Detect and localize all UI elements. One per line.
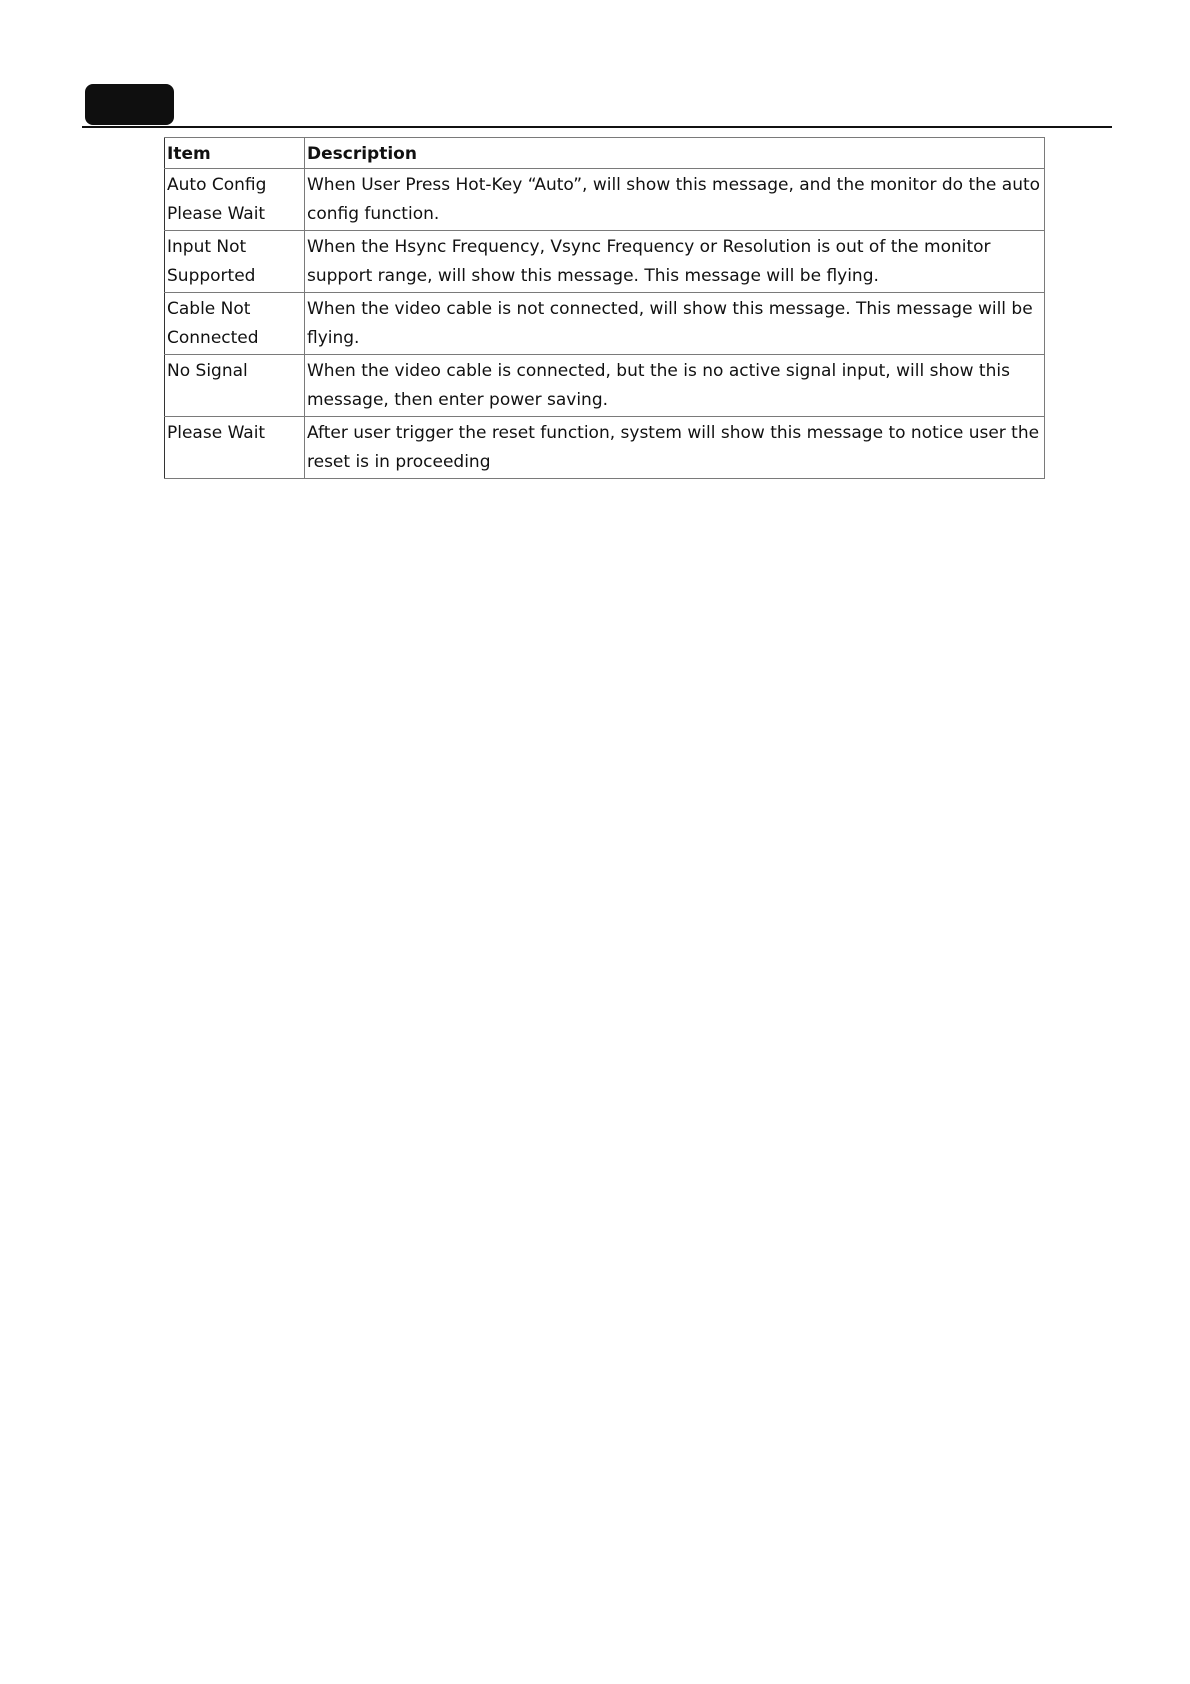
item-cell: Input Not Supported <box>165 231 305 293</box>
item-cell: No Signal <box>165 355 305 417</box>
table-row <box>165 169 1045 231</box>
item-cell: Cable Not Connected <box>165 293 305 355</box>
description-cell: When the video cable is connected, but the is no active signal input, will show this message, then enter power saving. <box>305 355 1045 417</box>
description-cell: When the Hsync Frequency, Vsync Frequency or Resolution is out of the monitor support range, will show this message. This message will be flying. <box>305 231 1045 293</box>
table-row <box>165 231 1045 293</box>
column-header-item: Item <box>165 138 305 169</box>
osd-message-table <box>164 137 1045 479</box>
item-cell: Auto Config Please Wait <box>165 169 305 231</box>
header-rule <box>82 126 1112 128</box>
description-cell: After user trigger the reset function, system will show this message to notice user the reset is in proceeding <box>305 417 1045 479</box>
column-header-description: Description <box>305 138 1045 169</box>
section-tab-badge <box>85 84 174 125</box>
item-cell: Please Wait <box>165 417 305 479</box>
table-header-row <box>165 138 1045 169</box>
osd-message-table-container <box>164 137 1044 479</box>
table-row <box>165 355 1045 417</box>
table-row <box>165 417 1045 479</box>
description-cell: When the video cable is not connected, will show this message. This message will be flying. <box>305 293 1045 355</box>
description-cell: When User Press Hot-Key “Auto”, will show this message, and the monitor do the auto config function. <box>305 169 1045 231</box>
table-row <box>165 293 1045 355</box>
